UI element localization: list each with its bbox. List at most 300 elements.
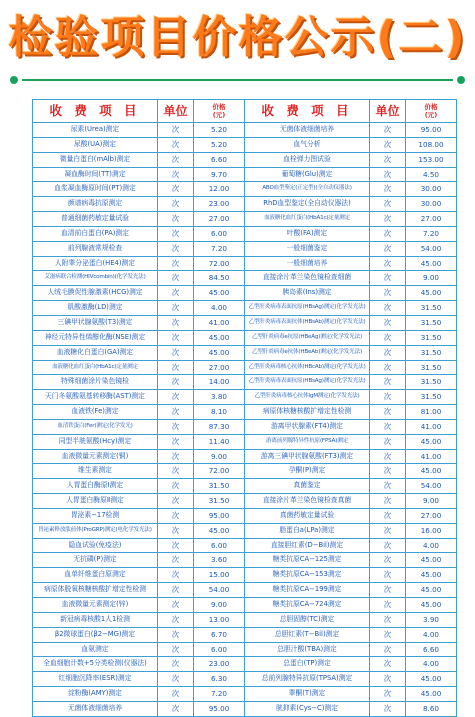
item-name: 人绒毛膜促性腺激素(HCG)测定 bbox=[33, 286, 158, 301]
item-price: 31.50 bbox=[406, 330, 457, 345]
item-name: 无菌体液细菌培养 bbox=[245, 123, 370, 138]
table-row bbox=[33, 212, 245, 227]
item-unit: 次 bbox=[158, 123, 194, 138]
table-row bbox=[245, 123, 457, 138]
table-row bbox=[33, 419, 245, 434]
item-price: 8.10 bbox=[194, 405, 245, 420]
item-price: 54.00 bbox=[194, 583, 245, 598]
table-row bbox=[245, 464, 457, 479]
table-row bbox=[245, 419, 457, 434]
item-unit: 次 bbox=[370, 657, 406, 672]
item-price: 4.00 bbox=[406, 627, 457, 642]
item-unit: 次 bbox=[370, 226, 406, 241]
table-row bbox=[245, 598, 457, 613]
item-unit: 次 bbox=[158, 598, 194, 613]
item-name: 总胆汁酸(TBA)测定 bbox=[245, 642, 370, 657]
item-name: 一般细菌培养 bbox=[245, 256, 370, 271]
item-price: 81.00 bbox=[406, 405, 457, 420]
item-name: 血清前白蛋白(PA)测定 bbox=[33, 226, 158, 241]
item-price: 41.00 bbox=[406, 419, 457, 434]
item-name: 无菌体液细菌培养 bbox=[33, 701, 158, 716]
item-price: 6.70 bbox=[194, 627, 245, 642]
table-row bbox=[245, 330, 457, 345]
item-unit: 次 bbox=[158, 330, 194, 345]
item-unit: 次 bbox=[370, 449, 406, 464]
item-price: 27.00 bbox=[194, 360, 245, 375]
item-unit: 次 bbox=[158, 568, 194, 583]
item-name: 叶酸(FA)测定 bbox=[245, 226, 370, 241]
item-price: 45.00 bbox=[194, 286, 245, 301]
item-unit: 次 bbox=[370, 568, 406, 583]
item-price: 6.00 bbox=[194, 538, 245, 553]
item-name: 血气分析 bbox=[245, 137, 370, 152]
table-row bbox=[245, 360, 457, 375]
item-unit: 次 bbox=[158, 642, 194, 657]
item-name: 乙型肝炎病毒核心抗体(HBcAb)测定(化学发光法) bbox=[245, 360, 370, 375]
item-unit: 次 bbox=[158, 494, 194, 509]
item-price: 5.20 bbox=[194, 137, 245, 152]
item-price: 31.50 bbox=[406, 315, 457, 330]
table-row bbox=[245, 212, 457, 227]
price-table-left bbox=[32, 99, 245, 717]
item-unit: 次 bbox=[158, 405, 194, 420]
table-row bbox=[33, 360, 245, 375]
item-unit: 次 bbox=[158, 226, 194, 241]
item-price: 31.50 bbox=[406, 360, 457, 375]
item-unit: 次 bbox=[158, 479, 194, 494]
item-price: 9.00 bbox=[406, 494, 457, 509]
table-row bbox=[33, 315, 245, 330]
item-name: 血液微量元素测定(铜) bbox=[33, 449, 158, 464]
item-name: 血液糖化血红蛋白(HbA1c)定量测定 bbox=[33, 360, 158, 375]
table-header-row bbox=[245, 100, 457, 123]
item-name: 真菌鉴定 bbox=[245, 479, 370, 494]
item-unit: 次 bbox=[158, 301, 194, 316]
table-row bbox=[245, 657, 457, 672]
item-price: 4.00 bbox=[406, 657, 457, 672]
table-row bbox=[245, 375, 457, 390]
table-row bbox=[33, 627, 245, 642]
item-price: 31.50 bbox=[194, 494, 245, 509]
table-row bbox=[33, 479, 245, 494]
item-unit: 次 bbox=[158, 345, 194, 360]
header-price-text: 价格 (元) bbox=[424, 103, 438, 119]
item-name: 无抗磷(P)测定 bbox=[33, 553, 158, 568]
table-row bbox=[33, 701, 245, 716]
item-price: 45.00 bbox=[194, 523, 245, 538]
table-row bbox=[33, 405, 245, 420]
table-row bbox=[245, 434, 457, 449]
item-unit: 次 bbox=[158, 152, 194, 167]
table-row bbox=[33, 449, 245, 464]
item-price: 6.60 bbox=[406, 642, 457, 657]
item-unit: 次 bbox=[370, 464, 406, 479]
item-unit: 次 bbox=[370, 583, 406, 598]
item-name: 乙型肝炎病毒e抗体(HBeAb)测定(化学发光法) bbox=[245, 345, 370, 360]
item-name: 人胃蛋白酶原Ⅰ测定 bbox=[33, 479, 158, 494]
item-unit: 次 bbox=[370, 241, 406, 256]
table-row bbox=[33, 241, 245, 256]
item-unit: 次 bbox=[370, 642, 406, 657]
item-unit: 次 bbox=[370, 330, 406, 345]
item-unit: 次 bbox=[370, 508, 406, 523]
item-name: 胃泌素−17检测 bbox=[33, 508, 158, 523]
item-name: 血清铁蛋白(Fer)测定(化学发光) bbox=[33, 419, 158, 434]
item-unit: 次 bbox=[158, 360, 194, 375]
item-name: 脂蛋白a(LPa)测定 bbox=[245, 523, 370, 538]
item-price: 45.00 bbox=[406, 464, 457, 479]
table-row bbox=[245, 182, 457, 197]
header-item: 收 费 项 目 bbox=[33, 100, 158, 123]
header-unit: 单位 bbox=[158, 100, 194, 123]
item-price: 45.00 bbox=[406, 583, 457, 598]
table-row bbox=[33, 390, 245, 405]
table-row bbox=[245, 286, 457, 301]
table-row bbox=[245, 494, 457, 509]
divider-dot bbox=[10, 76, 18, 84]
item-price: 72.00 bbox=[194, 464, 245, 479]
item-name: RhD血型鉴定(全自动仪器法) bbox=[245, 197, 370, 212]
table-row bbox=[33, 583, 245, 598]
item-price: 41.00 bbox=[406, 449, 457, 464]
item-price: 30.00 bbox=[406, 197, 457, 212]
table-row bbox=[245, 687, 457, 702]
table-row bbox=[245, 152, 457, 167]
table-row bbox=[245, 390, 457, 405]
item-price: 4.50 bbox=[406, 167, 457, 182]
item-name: 艾滋病联合检测(HIVcombin)(化学发光法) bbox=[33, 271, 158, 286]
item-name: 红细胞沉降率(ESR)测定 bbox=[33, 672, 158, 687]
item-unit: 次 bbox=[158, 271, 194, 286]
item-name: 淀粉酶(AMY)测定 bbox=[33, 687, 158, 702]
item-name: 总蛋白(TP)测定 bbox=[245, 657, 370, 672]
table-row bbox=[33, 434, 245, 449]
item-name: 游离三碘甲状腺氨酸(FT3)测定 bbox=[245, 449, 370, 464]
item-name: 血液铁(Fe)测定 bbox=[33, 405, 158, 420]
item-name: β2微球蛋白(β2−MG)测定 bbox=[33, 627, 158, 642]
item-name: 乙型肝炎病毒表面抗原(HBsAg)测定(化学发光法) bbox=[245, 375, 370, 390]
item-unit: 次 bbox=[370, 434, 406, 449]
table-row bbox=[245, 241, 457, 256]
item-name: 乙型肝炎病毒核心抗体IgM测定(化学发光法) bbox=[245, 390, 370, 405]
table-row bbox=[245, 167, 457, 182]
item-name: 孕酮(P)测定 bbox=[245, 464, 370, 479]
item-name: 葡萄糖(Glu)测定 bbox=[245, 167, 370, 182]
item-unit: 次 bbox=[158, 687, 194, 702]
item-price: 12.00 bbox=[194, 182, 245, 197]
item-unit: 次 bbox=[370, 360, 406, 375]
item-unit: 次 bbox=[158, 375, 194, 390]
item-unit: 次 bbox=[158, 553, 194, 568]
item-price: 9.00 bbox=[406, 271, 457, 286]
item-price: 9.00 bbox=[194, 598, 245, 613]
table-row bbox=[33, 612, 245, 627]
item-unit: 次 bbox=[158, 583, 194, 598]
item-name: 微量白蛋白(mAlb)测定 bbox=[33, 152, 158, 167]
table-row bbox=[245, 701, 457, 716]
item-price: 45.00 bbox=[406, 598, 457, 613]
divider-line bbox=[22, 79, 453, 81]
item-price: 45.00 bbox=[406, 687, 457, 702]
item-unit: 次 bbox=[158, 137, 194, 152]
item-price: 3.90 bbox=[406, 612, 457, 627]
table-row bbox=[245, 508, 457, 523]
item-name: 三碘甲状腺氨酸(T3)测定 bbox=[33, 315, 158, 330]
item-price: 7.20 bbox=[194, 687, 245, 702]
item-unit: 次 bbox=[158, 538, 194, 553]
table-row bbox=[33, 375, 245, 390]
item-unit: 次 bbox=[370, 538, 406, 553]
item-price: 95.00 bbox=[406, 123, 457, 138]
table-row bbox=[33, 538, 245, 553]
item-name: 总胆红素(T−Bil)测定 bbox=[245, 627, 370, 642]
item-price: 27.00 bbox=[194, 212, 245, 227]
item-name: 血栓弹力图试验 bbox=[245, 152, 370, 167]
item-name: 直接涂片革兰染色镜检查细菌 bbox=[245, 271, 370, 286]
item-name: 血液微量元素测定(锌) bbox=[33, 598, 158, 613]
item-name: 直接胆红素(D−Bil)测定 bbox=[245, 538, 370, 553]
table-row bbox=[245, 345, 457, 360]
item-price: 14.00 bbox=[194, 375, 245, 390]
item-unit: 次 bbox=[370, 152, 406, 167]
header-item: 收 费 项 目 bbox=[245, 100, 370, 123]
table-row bbox=[33, 301, 245, 316]
item-unit: 次 bbox=[158, 182, 194, 197]
table-row bbox=[33, 226, 245, 241]
item-unit: 次 bbox=[158, 286, 194, 301]
item-price: 54.00 bbox=[406, 241, 457, 256]
item-price: 11.40 bbox=[194, 434, 245, 449]
table-row bbox=[33, 197, 245, 212]
item-name: 病原体核糖核酸扩增定性检测 bbox=[245, 405, 370, 420]
item-price: 5.20 bbox=[194, 123, 245, 138]
header-unit: 单位 bbox=[370, 100, 406, 123]
item-unit: 次 bbox=[158, 434, 194, 449]
item-unit: 次 bbox=[370, 123, 406, 138]
item-name: 新冠病毒核酸1人1检测 bbox=[33, 612, 158, 627]
item-price: 9.00 bbox=[194, 449, 245, 464]
item-price: 6.00 bbox=[194, 226, 245, 241]
item-price: 72.00 bbox=[194, 256, 245, 271]
item-unit: 次 bbox=[370, 612, 406, 627]
item-price: 23.00 bbox=[194, 197, 245, 212]
item-name: 肌酸激酶(LD)测定 bbox=[33, 301, 158, 316]
table-header-row bbox=[33, 100, 245, 123]
item-name: 尿酸(UA)测定 bbox=[33, 137, 158, 152]
item-name: 乙型肝炎病毒表面抗体(HBsAb)测定(化学发光法) bbox=[245, 315, 370, 330]
table-row bbox=[245, 315, 457, 330]
table-row bbox=[33, 598, 245, 613]
table-row bbox=[33, 123, 245, 138]
table-row bbox=[33, 494, 245, 509]
price-table-right bbox=[244, 99, 457, 717]
item-unit: 次 bbox=[370, 137, 406, 152]
table-row bbox=[245, 523, 457, 538]
header-price bbox=[406, 100, 457, 123]
item-price: 8.60 bbox=[406, 701, 457, 716]
item-unit: 次 bbox=[370, 212, 406, 227]
table-row bbox=[245, 479, 457, 494]
item-unit: 次 bbox=[158, 390, 194, 405]
table-row bbox=[245, 301, 457, 316]
item-price: 4.00 bbox=[194, 301, 245, 316]
table-row bbox=[245, 197, 457, 212]
table-row bbox=[245, 583, 457, 598]
item-name: 胱抑素(Cys−C)测定 bbox=[245, 701, 370, 716]
item-name: 血液糖化白蛋白(GA)测定 bbox=[33, 345, 158, 360]
item-price: 108.00 bbox=[406, 137, 457, 152]
item-unit: 次 bbox=[158, 627, 194, 642]
item-price: 153.00 bbox=[406, 152, 457, 167]
item-name: 天门冬氨酸氨基转移酶(AST)测定 bbox=[33, 390, 158, 405]
item-price: 6.60 bbox=[194, 152, 245, 167]
item-name: 维生素测定 bbox=[33, 464, 158, 479]
table-row bbox=[33, 152, 245, 167]
item-unit: 次 bbox=[370, 315, 406, 330]
item-price: 45.00 bbox=[194, 330, 245, 345]
table-row bbox=[33, 167, 245, 182]
table-row bbox=[245, 226, 457, 241]
item-price: 23.00 bbox=[194, 657, 245, 672]
item-name: 真菌药敏定量试验 bbox=[245, 508, 370, 523]
item-unit: 次 bbox=[370, 256, 406, 271]
item-price: 15.00 bbox=[194, 568, 245, 583]
item-name: 一般细菌鉴定 bbox=[245, 241, 370, 256]
item-unit: 次 bbox=[158, 241, 194, 256]
item-price: 45.00 bbox=[406, 672, 457, 687]
item-name: 总胆固醇(TC)测定 bbox=[245, 612, 370, 627]
item-name: 乙型肝炎病毒e抗原(HBeAg)测定(化学发光法) bbox=[245, 330, 370, 345]
item-unit: 次 bbox=[158, 167, 194, 182]
item-name: 隐血试验(免疫法) bbox=[33, 538, 158, 553]
item-name: 同型半胱氨酸(Hcy)测定 bbox=[33, 434, 158, 449]
item-price: 27.00 bbox=[406, 212, 457, 227]
item-price: 7.20 bbox=[406, 226, 457, 241]
item-price: 30.00 bbox=[406, 182, 457, 197]
item-unit: 次 bbox=[158, 672, 194, 687]
item-unit: 次 bbox=[370, 286, 406, 301]
table-row bbox=[245, 568, 457, 583]
item-unit: 次 bbox=[370, 672, 406, 687]
item-unit: 次 bbox=[158, 657, 194, 672]
item-unit: 次 bbox=[370, 494, 406, 509]
item-unit: 次 bbox=[370, 271, 406, 286]
table-row bbox=[33, 286, 245, 301]
item-price: 45.00 bbox=[406, 286, 457, 301]
item-unit: 次 bbox=[370, 553, 406, 568]
table-row bbox=[33, 345, 245, 360]
item-unit: 次 bbox=[370, 390, 406, 405]
item-unit: 次 bbox=[370, 405, 406, 420]
item-unit: 次 bbox=[370, 182, 406, 197]
item-price: 9.70 bbox=[194, 167, 245, 182]
item-unit: 次 bbox=[370, 523, 406, 538]
item-price: 45.00 bbox=[406, 568, 457, 583]
item-price: 16.00 bbox=[406, 523, 457, 538]
item-price: 45.00 bbox=[194, 345, 245, 360]
page-title: 检验项目价格公示(二) bbox=[8, 12, 467, 63]
item-unit: 次 bbox=[370, 479, 406, 494]
item-price: 41.00 bbox=[194, 315, 245, 330]
table-row bbox=[33, 523, 245, 538]
table-row bbox=[245, 612, 457, 627]
item-name: 糖类抗原CA−199测定 bbox=[245, 583, 370, 598]
item-name: 前列腺液常规检查 bbox=[33, 241, 158, 256]
item-name: 胃泌素释放肽前体(ProGRP)测定(电化学发光法) bbox=[33, 523, 158, 538]
item-unit: 次 bbox=[158, 419, 194, 434]
item-unit: 次 bbox=[158, 464, 194, 479]
table-row bbox=[245, 627, 457, 642]
table-row bbox=[33, 137, 245, 152]
item-name: 普通细菌药敏定量试验 bbox=[33, 212, 158, 227]
table-row bbox=[33, 256, 245, 271]
item-name: 糖类抗原CA−125测定 bbox=[245, 553, 370, 568]
item-name: 病原体脱氧核糖核酸扩增定性检测 bbox=[33, 583, 158, 598]
table-row bbox=[245, 271, 457, 286]
item-name: ABO血型鉴定(正定型)(全自动仪器法) bbox=[245, 182, 370, 197]
item-unit: 次 bbox=[158, 508, 194, 523]
title-divider bbox=[10, 74, 465, 86]
item-unit: 次 bbox=[370, 345, 406, 360]
item-name: 总前列腺特异抗原(TPSA)测定 bbox=[245, 672, 370, 687]
item-price: 95.00 bbox=[194, 508, 245, 523]
item-price: 4.00 bbox=[406, 538, 457, 553]
item-price: 45.00 bbox=[406, 256, 457, 271]
item-unit: 次 bbox=[158, 212, 194, 227]
item-price: 31.50 bbox=[406, 345, 457, 360]
item-price: 3.80 bbox=[194, 390, 245, 405]
item-name: 直接涂片革兰染色镜检查真菌 bbox=[245, 494, 370, 509]
item-unit: 次 bbox=[370, 701, 406, 716]
table-row bbox=[245, 538, 457, 553]
table-row bbox=[33, 330, 245, 345]
item-name: 特殊细菌涂片染色镜检 bbox=[33, 375, 158, 390]
item-name: 人附睾分泌蛋白(HE4)测定 bbox=[33, 256, 158, 271]
item-name: 血液糖化血红蛋白(HbA1c)定量测定 bbox=[245, 212, 370, 227]
item-unit: 次 bbox=[370, 301, 406, 316]
item-name: 糖类抗原CA−153测定 bbox=[245, 568, 370, 583]
item-name: 睾酮(T)测定 bbox=[245, 687, 370, 702]
item-name: 游离前列腺特异性抗原(FPSA)测定 bbox=[245, 434, 370, 449]
item-price: 6.00 bbox=[194, 642, 245, 657]
item-price: 27.00 bbox=[406, 508, 457, 523]
table-row bbox=[245, 642, 457, 657]
item-name: 全血细胞计数+5分类检测(仪器法) bbox=[33, 657, 158, 672]
table-row bbox=[33, 271, 245, 286]
header-price-text: 价格 (元) bbox=[212, 103, 226, 119]
item-price: 3.60 bbox=[194, 553, 245, 568]
header-price bbox=[194, 100, 245, 123]
item-name: 糖类抗原CA−724测定 bbox=[245, 598, 370, 613]
item-name: 神经元特异性烯醇化酶(NSE)测定 bbox=[33, 330, 158, 345]
item-unit: 次 bbox=[370, 375, 406, 390]
item-price: 31.50 bbox=[406, 301, 457, 316]
item-name: 颜谱病毒抗原测定 bbox=[33, 197, 158, 212]
item-unit: 次 bbox=[370, 167, 406, 182]
table-row bbox=[33, 508, 245, 523]
table-row bbox=[245, 449, 457, 464]
table-row bbox=[33, 642, 245, 657]
item-unit: 次 bbox=[370, 627, 406, 642]
item-unit: 次 bbox=[158, 315, 194, 330]
item-unit: 次 bbox=[370, 197, 406, 212]
table-row bbox=[33, 657, 245, 672]
table-row bbox=[245, 137, 457, 152]
divider-dot bbox=[457, 76, 465, 84]
item-price: 31.50 bbox=[406, 375, 457, 390]
item-unit: 次 bbox=[158, 197, 194, 212]
item-name: 乙型肝炎病毒表面抗原(HBsAg)测定(化学发光法) bbox=[245, 301, 370, 316]
